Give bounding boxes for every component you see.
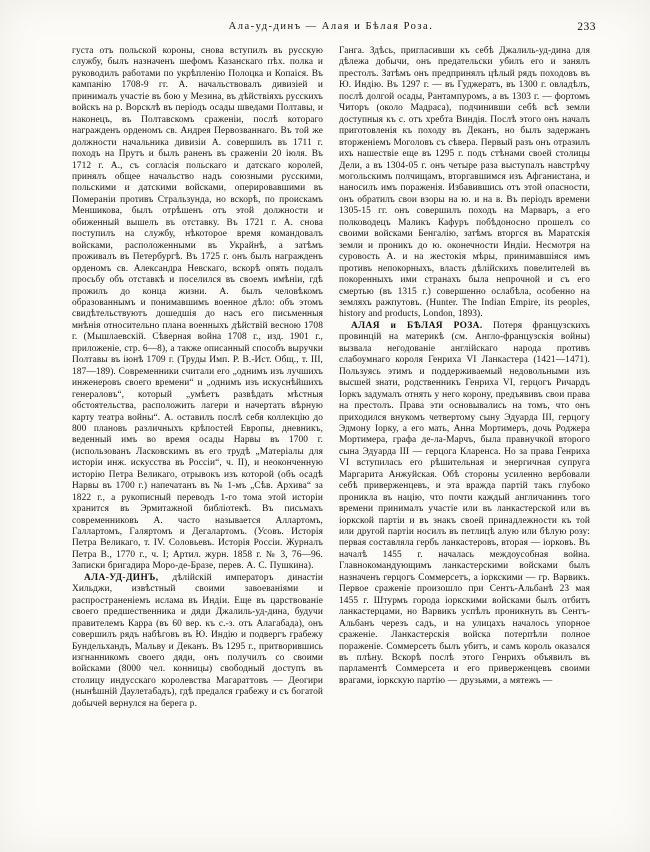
article-heading: АЛАЯ и БѢЛАЯ РОЗА.: [351, 320, 483, 331]
right-column: [339, 46, 590, 846]
continuation-paragraph: густа отъ польской короны, снова вступилъ въ русскую службу, былъ назначенъ шефомъ Казанскаго пѣх. полка и руководилъ работами по укрѣпленію Полоцка и Копаіся. Въ кампанію 1708-9 гг. А. начальствовалъ дивизіей и принималъ участіе въ бою у Мезина, въ дѣйствіяхъ русскихъ войскъ на р. Ворсклѣ въ періодъ осады шведами Полтавы, и наконецъ, въ Полтавскомъ сраженіи, послѣ котораго награжденъ орденомъ св. Андрея Первозваннаго. Въ той же должности начальника дивизіи А. совершилъ въ 1711 г. походъ на Прутъ и былъ раненъ въ сраженіи 20 іюля. Въ 1712 г. А., съ согласія польскаго и датскаго королей, принялъ общее начальство надъ союзными русскими, польскими и датскими войсками, оперировавшими въ Помераніи противъ Стральзунда, но вскорѣ, по проискамъ Меншикова, былъ отрѣшенъ отъ этой должности и обиженный вышелъ въ отставку. Въ 1721 г. А. снова поступилъ на службу, нѣкоторое время командовалъ войсками, расположенными въ Украйнѣ, а затѣмъ проживалъ въ Петербургѣ. Въ 1725 г. онъ былъ награжденъ орденомъ св. Александра Невскаго, вскорѣ опять подалъ просьбу объ отставкѣ и поселился въ своемъ имѣніи, гдѣ прожилъ до конца жизни. А. былъ человѣкомъ образованнымъ и понимавшимъ военное дѣло: объ этомъ свидѣтельствуютъ дошедшія до насъ его письменныя мнѣнія относительно плана военныхъ дѣйствій весною 1708 г. (Мышлаевскій. Сѣверная война 1708 г., изд. 1901 г., приложеніе, стр. 6—8), а также описанный способъ выручки Полтавы въ іюнѣ 1709 г. (Труды Имп. Р. В.-Ист. Общ., т. III, 187—189). Современники считали его „однимъ изъ лучшихъ инженеровъ своего времени“ и „однимъ изъ искуснѣйшихъ генераловъ“, который „умѣетъ развѣдать мѣстныя обстоятельства, расположить лагери и начертать вѣрную карту театра войны“. А. оставилъ послѣ себя коллекцію до 800 плановъ различныхъ крѣпостей Европы, дневникъ, веденный имъ во время осады Нарвы въ 1700 г. (использованъ Ласковскимъ въ его трудѣ „Матеріалы для исторіи инж. искусства въ Россіи“, ч. II), и неоконченную исторію Петра Великаго, отрывокъ изъ которой (объ осадѣ Нарвы въ 1700 г.) напечатанъ въ № 1-мъ „Сѣв. Архива“ за 1822 г., а рукописный переводъ 1-го тома этой исторіи хранится въ Эрмитажной библіотекѣ. Въ письмахъ современниковъ А. часто называется Аллартомъ, Галлартомъ, Галяртомъ и Дегалартомъ. (Усовъ. Исторія Петра Великаго, т. IV. Соловьевъ. Исторія Россіи. Журналъ Петра В., 1770 г., ч. I; Артил. журн. 1858 г. № 3, 76—96. Записки бригадира Моро-де-Бразе, перев. А. С. Пушкина).: [72, 46, 323, 572]
running-title: Ала-уд-динъ — Алая и Бѣлая Роза.: [228, 21, 434, 32]
running-header: [72, 20, 596, 36]
page-number: 233: [577, 21, 596, 33]
text-columns: [72, 46, 590, 846]
article-paragraph: АЛАЯ и БѢЛАЯ РОЗА. Потеря французскихъ провинцій на материкѣ (см. Англо-французскія войны) вызвала негодованіе англійскаго народа противъ слабоумнаго короля Генриха VI Ланкастера (1421—1471). Пользуясь этимъ и поддерживаемый недовольными изъ высшей знати, родственникъ Генриха VI, герцогъ Ричардъ Іоркъ задумалъ отнять у него корону, предъявивъ свои права на престолъ. Права эти основывались на томъ, что онъ приходился внукомъ четвертому сыну Эдуарда III, герцогу Эдмону Іорку, а его мать, Анна Мортимеръ, дочь Роджера Мортимера, графа де-ла-Марчъ, была правнучкой второго сына Эдуарда III — герцога Кларенса. Но за права Генриха VI вступилась его рѣшительная и энергичная супруга Маргарита Анжуйская. Обѣ стороны усиленно вербовали себѣ приверженцевъ, и эта вражда партій такъ глубоко проникла въ націю, что почти каждый англичанинъ того времени принималъ участіе или въ ланкастерской или въ іоркской партіи и въ знакъ своей принадлежности къ той или другой партіи носилъ въ петлицѣ алую или бѣлую розу: первая составляла гербъ ланкастеровъ, вторая — іорковъ. Въ началѣ 1455 г. началась междоусобная война. Главнокомандующимъ ланкастерскими войсками былъ назначенъ герцогъ Соммерсетъ, а іоркскими — гр. Варвикъ. Первое сраженіе произошло при Сентъ-Альбанѣ 23 мая 1455 г. Штурмъ города іоркскими войсками былъ отбитъ ланкастерцами, но Варвикъ успѣлъ проникнуть въ Сентъ-Альбанъ черезъ садъ, и на улицахъ началось упорное сраженіе. Ланкастерскія войска потерпѣли полное пораженіе. Соммерсетъ былъ убитъ, и самъ король оказался въ плѣну. Вскорѣ послѣ этого Генрихъ объявилъ въ парламентѣ Соммерсета и его приверженцевъ своими врагами, іоркскую партію — друзьями, а мятежъ —: [339, 320, 590, 686]
article-paragraph: АЛА-УД-ДИНЪ, дѣлійскій императоръ династіи Хильджи, извѣстный своими завоеваніями и распространеніемъ ислама въ Индіи. Еще въ царствованіе своего предшественника и дяди Джалиль-уд-дина, будучи правителемъ Карра (въ 60 вер. къ с.-з. отъ Алагабада), онъ совершилъ рядъ набѣговъ въ Ю. Индію и подвергъ грабежу Бундельхандъ, Мальву и Деканъ. Въ 1295 г., притворившись изгнанникомъ своего дяди, онъ получилъ со своими войсками (8000 чел. конницы) свободный доступъ въ столицу индусскаго королевства Магараттовъ — Деогири (нынѣшній Даулетабадъ), гдѣ предался грабежу и съ богатой добычей вернулся на берега р.: [72, 572, 323, 709]
left-column: [72, 46, 323, 846]
continuation-paragraph: Ганга. Здѣсь, пригласивши къ себѣ Джалиль-уд-дина для дѣлежа добычи, онъ предательски убилъ его и занялъ престолъ. Затѣмъ онъ предпринялъ цѣлый рядъ походовъ въ Ю. Индію. Въ 1297 г. — въ Гуджератъ, въ 1300 г. овладѣлъ, послѣ долгой осады, Рантампуромъ, а въ 1303 г. — фортомъ Читоръ (около Мадраса), подчинивши себѣ всѣ земли доступныя къ с. отъ хребта Виндія. Послѣ этого онъ началъ приготовленія къ походу въ Деканъ, но былъ задержанъ вторженіемъ Моголовъ съ сѣвера. Первый разъ онъ отразилъ ихъ нашествіе еще въ 1295 г. подъ стѣнами своей столицы Дели, а въ 1304-05 г. онъ четыре раза выступалъ навстрѣчу могольскимъ полчищамъ, вторгавшимся изъ Афганистана, и наносилъ имъ пораженія. Избавившись отъ этой опасности, онъ обратилъ свои взоры на ю. и на в. Въ періодъ времени 1305-15 гг. онъ совершилъ походъ на Марваръ, а его полководецъ Маликъ Кафуръ побѣдоносно прошелъ со своими войсками Бенгалію, затѣмъ вторгся въ Маратскія земли и проникъ до ю. оконечности Индіи. Несмотря на суровость А. и на жестокія мѣры, принимавшіяся имъ противъ непокорныхъ, власть дѣлійскихъ повелителей въ покоренныхъ ими странахъ была непрочной и съ его смертью (въ 1315 г.) совершенно ослабѣла, особенно на земляхъ ражпутовъ. (Hunter. The Indian Empire, its peoples, history and products, London, 1893).: [339, 46, 590, 320]
article-heading: АЛА-УД-ДИНЪ,: [84, 572, 159, 583]
